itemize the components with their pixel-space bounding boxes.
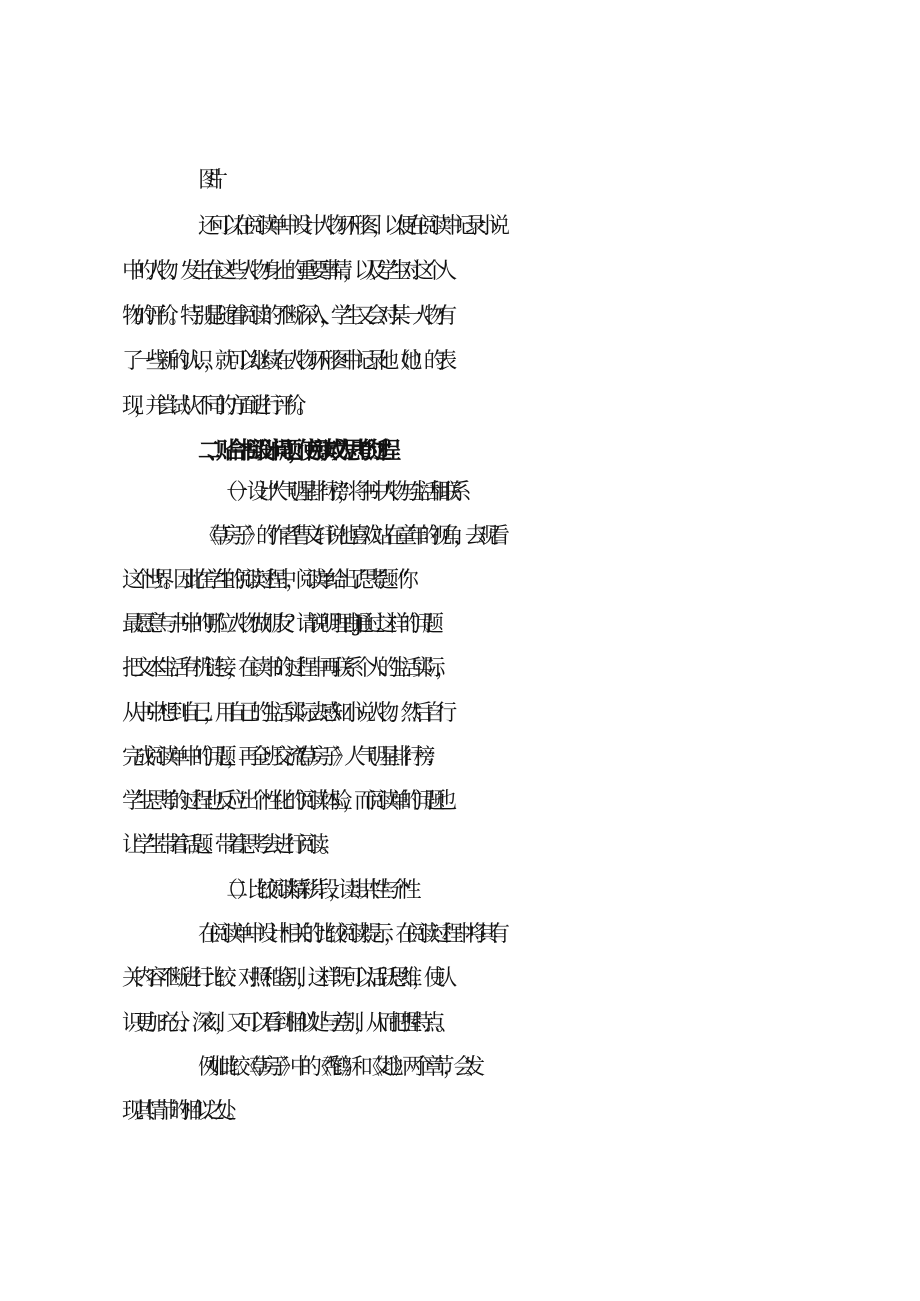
- paragraph-1-line-2: 中的人物、发生在这些人物身上的重要事情，以及学生对这个人: [122, 259, 447, 284]
- paragraph-2-line-5: 从书中想到自己，用自己的生活实际去感知小说人物。然后自行: [122, 701, 447, 726]
- section-heading: 二、贴合书目设计问题，使阅读成为思考的过程: [198, 438, 387, 464]
- subheading-2: （二）比较阅读精彩片段，读出共性与个性: [216, 878, 410, 903]
- paragraph-3-line-1: 在阅读单中设计相关的比较阅读提示，在阅读过程中将其有: [198, 922, 500, 947]
- paragraph-2-line-1: 《草房子》的作者曹文轩说他喜欢站在童年的视角，去观看: [198, 524, 500, 549]
- paragraph-3-line-2: 关内容不断进行比较、对照和鉴别，这样既可以活跃思维，使认: [122, 966, 447, 991]
- paragraph-2-line-3: 最愿意与书中的哪位人物做朋友？请说明理由J通过这样的问题: [122, 612, 434, 637]
- paragraph-2-line-7: 学生思考的过程也反应出个性化的阅读体验，而阅读单的问题也: [122, 789, 447, 814]
- paragraph-3-line-3: 识更加充分、深刻，又可以看到相似处与差别，从而把握特点。: [122, 1011, 447, 1036]
- paragraph-2-line-8: 让学生带着话题、带着思考去进行阅读。: [122, 833, 331, 858]
- paragraph-2-line-6: 完成阅读单中的问题，再全班交流“《草房子》人气明星排行榜：: [122, 745, 437, 770]
- paragraph-2-line-2: 这个世界。因此在学生的阅读过程中，阅读单给出了思考题：“你: [122, 568, 408, 593]
- paragraph-1-line-4: 了一些新的认识，就可以继续在人物环形图中记录他（她）的表: [122, 349, 447, 374]
- paragraph-1-line-3: 物的评价。特别是随着阅读的不断深入，学生又会对某一人物有: [122, 304, 447, 329]
- paragraph-4-line-1: 例如比较《草房子》中的《秃鹤》和《艾地》两个章节，会发: [198, 1055, 474, 1080]
- paragraph-4-line-2: 现其情节的相似之处。: [122, 1099, 239, 1124]
- paragraph-2-line-4: 把文本生活有机链接，在读书的过程中再联系个人的生活实际，: [122, 656, 447, 681]
- image-caption: 图片: [198, 168, 215, 193]
- paragraph-1-line-5: 现，并尝试从不同的方面进行评价。: [122, 394, 308, 419]
- paragraph-1-line-1: 还可以在阅读单中设计人物环形图，以便在阅读中记录小说: [198, 214, 500, 239]
- subheading-1: （一）设计“人气明星排行榜”，将书中人物与生活相联系: [216, 480, 460, 505]
